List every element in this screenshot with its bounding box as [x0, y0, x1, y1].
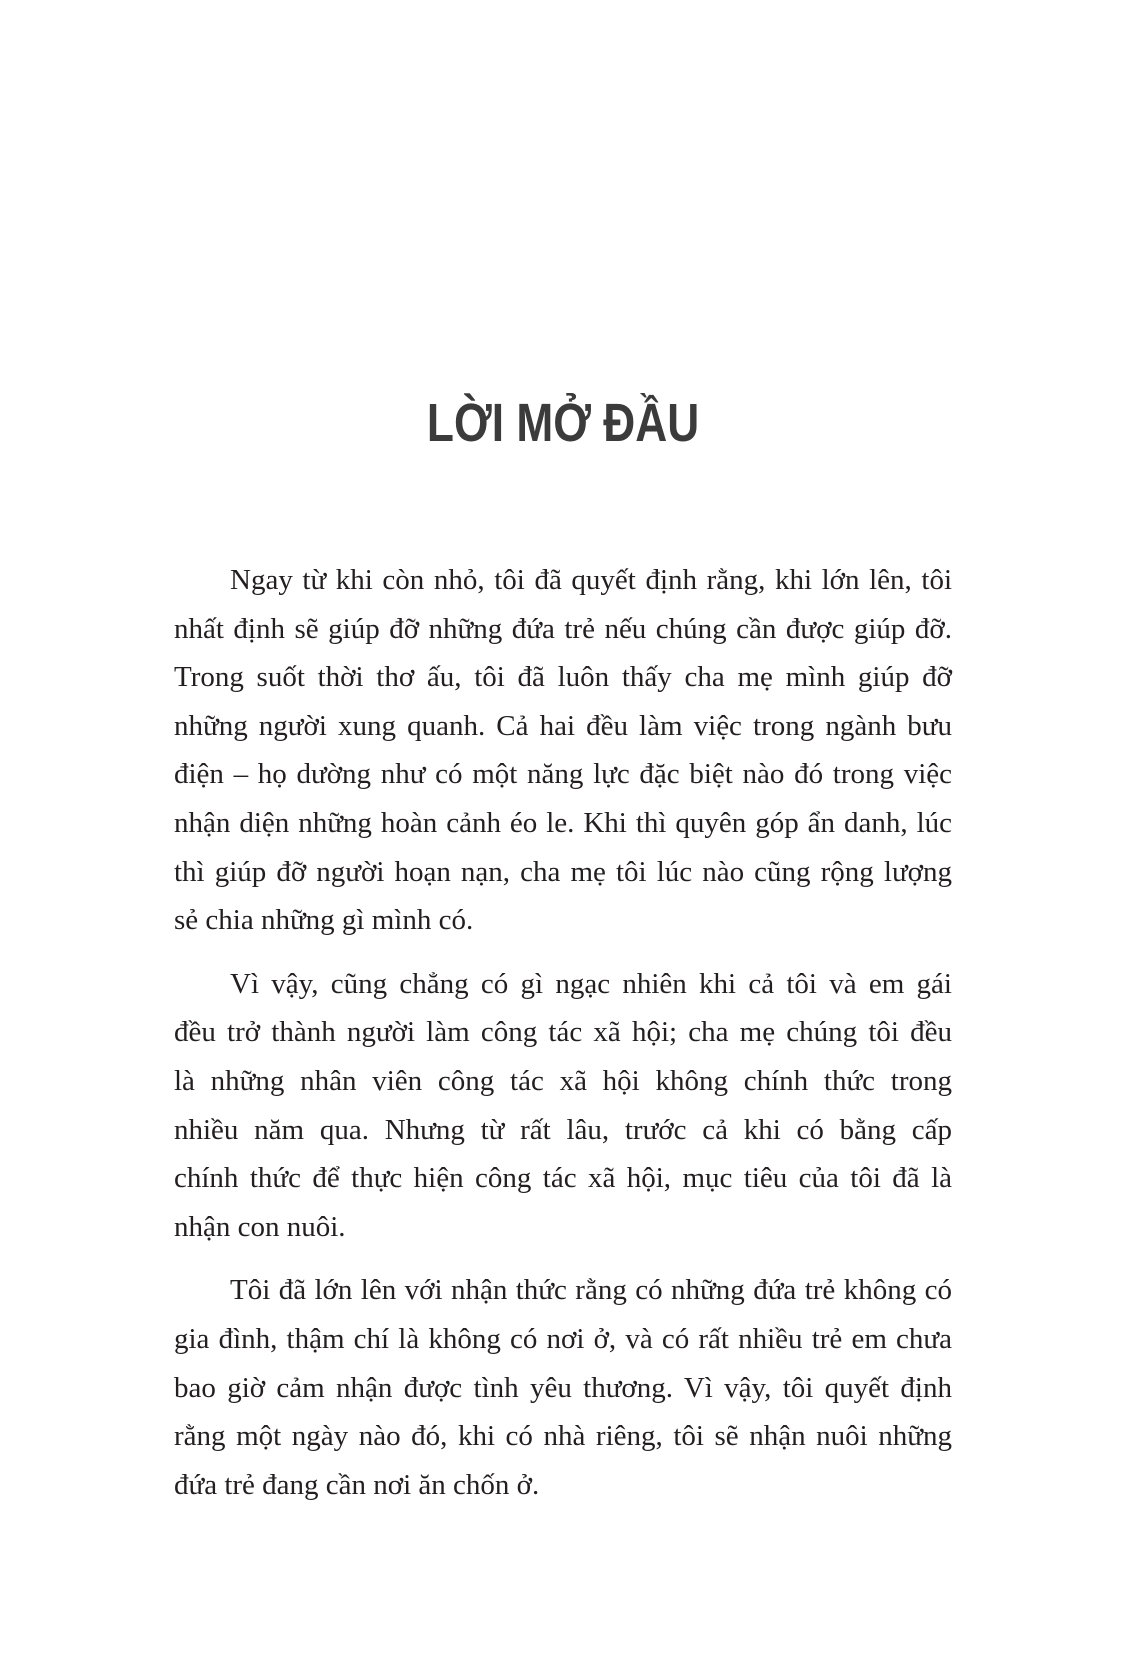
text-line: là những nhân viên công tác xã hội không chính thức trong	[174, 1064, 952, 1097]
text-line: những người xung quanh. Cả hai đều làm việc trong ngành bưu	[174, 709, 952, 742]
text-line: đứa trẻ đang cần nơi ăn chốn ở.	[174, 1468, 540, 1501]
paragraph	[174, 960, 952, 1252]
text-line: nhận diện những hoàn cảnh éo le. Khi thì quyên góp ẩn danh, lúc	[174, 806, 952, 839]
text-line: Tôi đã lớn lên với nhận thức rằng có những đứa trẻ không có	[230, 1274, 952, 1307]
text-line: Ngay từ khi còn nhỏ, tôi đã quyết định rằng, khi lớn lên, tôi	[230, 564, 952, 596]
chapter-title-text: LỜI MỞ ĐẦU	[426, 393, 700, 453]
paragraph	[174, 1266, 952, 1509]
text-line: Trong suốt thời thơ ấu, tôi đã luôn thấy cha mẹ mình giúp đỡ	[174, 661, 952, 694]
text-line: nhất định sẽ giúp đỡ những đứa trẻ nếu chúng cần được giúp đỡ.	[174, 612, 952, 645]
text-line: sẻ chia những gì mình có.	[174, 904, 474, 937]
chapter-body	[174, 556, 952, 1524]
text-line: nhận con nuôi.	[174, 1210, 346, 1243]
paragraph	[174, 556, 952, 945]
text-line: chính thức để thực hiện công tác xã hội, mục tiêu của tôi đã là	[174, 1162, 952, 1195]
text-line: nhiều năm qua. Nhưng từ rất lâu, trước cả khi có bằng cấp	[174, 1113, 952, 1146]
text-line: đều trở thành người làm công tác xã hội; cha mẹ chúng tôi đều	[174, 1016, 952, 1049]
text-line: Vì vậy, cũng chẳng có gì ngạc nhiên khi cả tôi và em gái	[230, 967, 952, 1000]
text-line: bao giờ cảm nhận được tình yêu thương. Vì vậy, tôi quyết định	[174, 1371, 952, 1404]
text-line: gia đình, thậm chí là không có nơi ở, và có rất nhiều trẻ em chưa	[174, 1322, 952, 1355]
text-line: rằng một ngày nào đó, khi có nhà riêng, tôi sẽ nhận nuôi những	[174, 1420, 952, 1453]
text-line: điện – họ dường như có một năng lực đặc biệt nào đó trong việc	[174, 758, 952, 791]
text-line: thì giúp đỡ người hoạn nạn, cha mẹ tôi lúc nào cũng rộng lượng	[174, 855, 952, 888]
chapter-title	[0, 392, 1126, 454]
